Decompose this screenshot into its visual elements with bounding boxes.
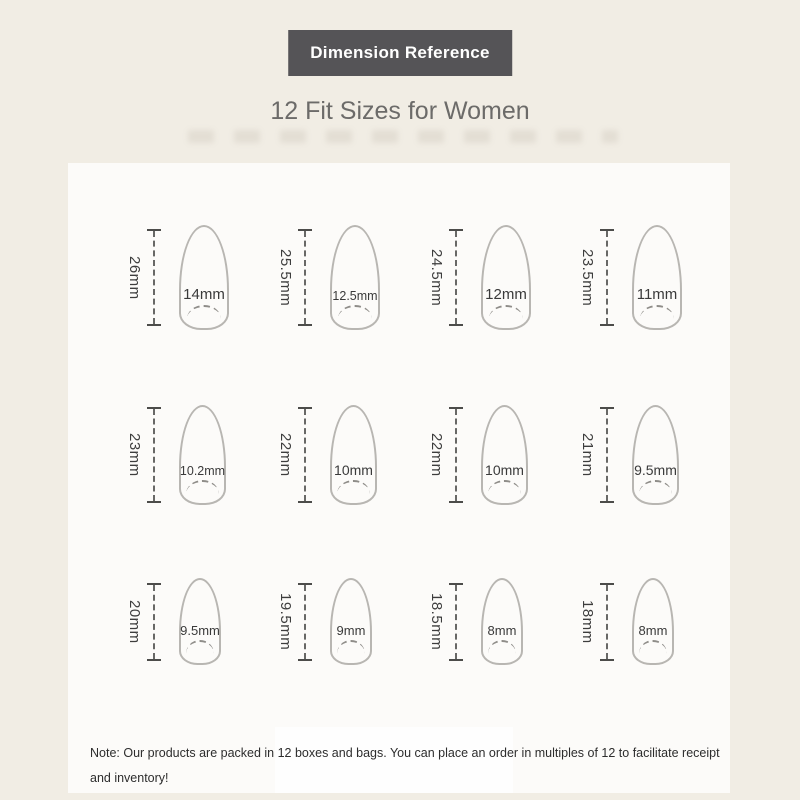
dimension-line (298, 229, 312, 326)
height-dimension (428, 229, 463, 326)
nail-size-cell (428, 578, 579, 665)
nail-length-label: 20mm (126, 599, 143, 644)
cuticle-arc (187, 305, 222, 319)
dimension-cap (449, 659, 463, 661)
nail-width-label: 11mm (636, 286, 678, 303)
nail-outline (481, 578, 523, 665)
nail-width-label: 12.5mm (332, 289, 378, 303)
nail-length-label: 22mm (428, 433, 445, 477)
cuticle-arc (186, 640, 215, 654)
dimension-line (298, 583, 312, 661)
height-dimension (126, 229, 161, 326)
dimension-dash (304, 231, 306, 324)
dimension-dash (153, 585, 155, 659)
nail-outline (481, 225, 531, 330)
dimension-reference-badge (288, 30, 512, 76)
dimension-line (147, 229, 161, 326)
nail-length-label: 18.5mm (428, 592, 445, 651)
cuticle-arc (338, 305, 373, 319)
dimension-line (600, 583, 614, 661)
nail-outline (179, 405, 226, 505)
nail-outline (330, 578, 372, 665)
size-chart-panel (68, 163, 730, 793)
height-dimension (579, 583, 614, 661)
nail-width-label: 12mm (485, 286, 527, 303)
nail-size-cell (126, 578, 277, 665)
dimension-cap (298, 659, 312, 661)
height-dimension (126, 407, 161, 503)
nail-length-label: 25.5mm (277, 248, 294, 307)
nail-width-label: 9.5mm (634, 462, 677, 478)
nail-width-label: 9.5mm (180, 623, 220, 638)
dimension-dash (304, 585, 306, 659)
dimension-dash (455, 231, 457, 324)
dimension-cap (147, 501, 161, 503)
nail-size-cell (428, 405, 579, 505)
nail-width-label: 14mm (183, 286, 225, 303)
cuticle-arc (489, 305, 524, 319)
nail-outline (330, 405, 377, 505)
dimension-line (449, 229, 463, 326)
dimension-line (600, 407, 614, 503)
height-dimension (428, 583, 463, 661)
dimension-cap (600, 501, 614, 503)
dimension-dash (304, 409, 306, 501)
cuticle-arc (488, 480, 521, 494)
dimension-dash (153, 409, 155, 501)
dimension-line (147, 583, 161, 661)
dimension-dash (455, 409, 457, 501)
dimension-cap (298, 324, 312, 326)
nail-length-label: 19.5mm (277, 592, 294, 651)
dimension-cap (147, 324, 161, 326)
height-dimension (277, 407, 312, 503)
nail-outline (481, 405, 528, 505)
nail-length-label: 22mm (277, 433, 294, 477)
nail-width-label: 10mm (485, 462, 524, 478)
dimension-dash (455, 585, 457, 659)
dimension-cap (449, 324, 463, 326)
height-dimension (277, 229, 312, 326)
dimension-cap (600, 659, 614, 661)
nail-length-label: 24.5mm (428, 248, 445, 307)
nail-outline (330, 225, 380, 330)
nail-size-cell (277, 405, 428, 505)
dimension-line (449, 407, 463, 503)
nail-outline (632, 225, 682, 330)
nail-size-cell (579, 405, 730, 505)
nail-size-cell (277, 225, 428, 330)
packing-note: Note: Our products are packed in 12 boxes and bags. You can place an order in multiples of 12 to facilitate receipt and inventory! (90, 746, 720, 785)
badge-label: Dimension Reference (310, 43, 490, 62)
nail-size-cell (126, 225, 277, 330)
cuticle-arc (640, 305, 675, 319)
dimension-line (147, 407, 161, 503)
cuticle-arc (337, 640, 366, 654)
size-row-3 (68, 578, 730, 665)
dimension-cap (449, 501, 463, 503)
cuticle-arc (186, 480, 219, 494)
cuticle-arc (639, 640, 668, 654)
nail-outline (632, 405, 679, 505)
height-dimension (579, 229, 614, 326)
dimension-line (298, 407, 312, 503)
page-title: 12 Fit Sizes for Women (270, 97, 530, 125)
cuticle-arc (639, 480, 672, 494)
size-row-2 (68, 405, 730, 505)
nail-size-cell (126, 405, 277, 505)
nail-width-label: 8mm (487, 623, 517, 638)
dimension-dash (606, 231, 608, 324)
dimension-line (449, 583, 463, 661)
cuticle-arc (488, 640, 517, 654)
nail-width-label: 10mm (334, 462, 373, 478)
nail-width-label: 10.2mm (179, 464, 226, 478)
nail-size-cell (579, 225, 730, 330)
nail-size-cell (579, 578, 730, 665)
nail-width-label: 8mm (638, 623, 668, 638)
height-dimension (579, 407, 614, 503)
nail-length-label: 18mm (579, 599, 596, 644)
height-dimension (277, 583, 312, 661)
nail-size-cell (277, 578, 428, 665)
dimension-dash (606, 585, 608, 659)
nail-length-label: 21mm (579, 433, 596, 477)
dimension-cap (600, 324, 614, 326)
dimension-line (600, 229, 614, 326)
nail-outline (179, 225, 229, 330)
nail-outline (179, 578, 221, 665)
nail-length-label: 26mm (126, 255, 143, 300)
cuticle-arc (337, 480, 370, 494)
dimension-dash (606, 409, 608, 501)
dimension-cap (298, 501, 312, 503)
size-row-1 (68, 225, 730, 330)
height-dimension (126, 583, 161, 661)
nail-width-label: 9mm (336, 623, 366, 638)
nail-length-label: 23.5mm (579, 248, 596, 307)
faded-watermark (188, 130, 618, 143)
nail-size-cell (428, 225, 579, 330)
dimension-cap (147, 659, 161, 661)
nail-length-label: 23mm (126, 433, 143, 477)
nail-outline (632, 578, 674, 665)
height-dimension (428, 407, 463, 503)
dimension-dash (153, 231, 155, 324)
